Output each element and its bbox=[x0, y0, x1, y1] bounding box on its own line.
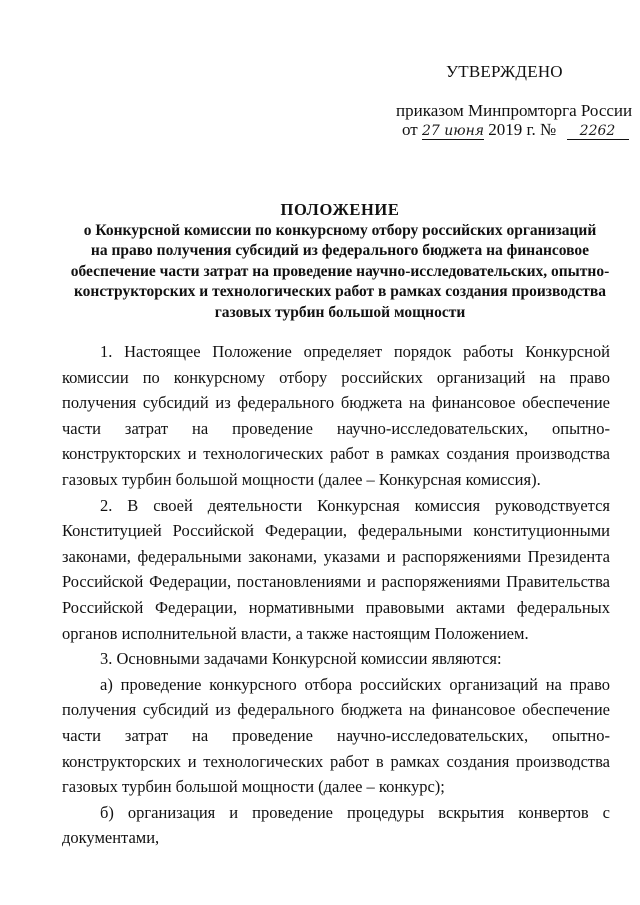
paragraph-1: 1. Настоящее Положение определяет порядок работы Конкурсной комиссии по конкурсному отбору российских организаций на право получения субсидий из федерального бюджета на финансовое обеспечение части затрат на проведение научно-исследовательских, опытно-конструкторских и технологических работ в рамках создания производства газовых турбин большой мощности (далее – Конкурсная комиссия). bbox=[62, 342, 610, 489]
date-prefix: от bbox=[402, 120, 418, 139]
heading-line: о Конкурсной комиссии по конкурсному отбору российских организаций bbox=[83, 221, 597, 239]
approval-date-line bbox=[402, 120, 629, 140]
handwritten-order-number: 2262 bbox=[567, 123, 629, 140]
heading-line: на право получения субсидий из федерального бюджета на финансовое bbox=[90, 242, 590, 259]
paragraph-2: 2. В своей деятельности Конкурсная комиссия руководствуется Конституцией Российской Федерации, федеральными конституционными законами, федеральными законами, указами и распоряжениями Президента Российской Федерации, постановлениями и распоряжениями Правительства Российской Федерации, нормативными правовыми актами федеральных органов исполнительной власти, а также настоящим Положением. bbox=[62, 495, 610, 643]
paragraph-3a: а) проведение конкурсного отбора российских организаций на право получения субсидий из федерального бюджета на финансовое обеспечение части затрат на проведение научно-исследовательских, опытно-конструкторских и технологических работ в рамках создания производства газовых турбин большой мощности (далее – конкурс); bbox=[62, 674, 610, 797]
approval-block bbox=[0, 0, 640, 160]
approval-title: УТВЕРЖДЕНО bbox=[446, 62, 563, 81]
document-title: ПОЛОЖЕНИЕ bbox=[280, 200, 400, 219]
document-heading bbox=[60, 200, 620, 323]
document-body bbox=[62, 339, 610, 851]
heading-line: обеспечение части затрат на проведение научно-исследовательских, опытно- bbox=[70, 262, 610, 280]
paragraph-3b: б) организация и проведение процедуры вскрытия конвертов с документами, bbox=[62, 802, 610, 848]
handwritten-date: 27 июня bbox=[421, 123, 485, 139]
paragraph-3: 3. Основными задачами Конкурсной комиссии являются: bbox=[100, 649, 502, 669]
heading-line: конструкторских и технологических работ в рамках создания производства bbox=[73, 283, 607, 300]
heading-line: газовых турбин большой мощности bbox=[214, 303, 466, 321]
year-text: 2019 г. № bbox=[488, 120, 557, 139]
approval-order-text: приказом Минпромторга России bbox=[396, 101, 633, 120]
